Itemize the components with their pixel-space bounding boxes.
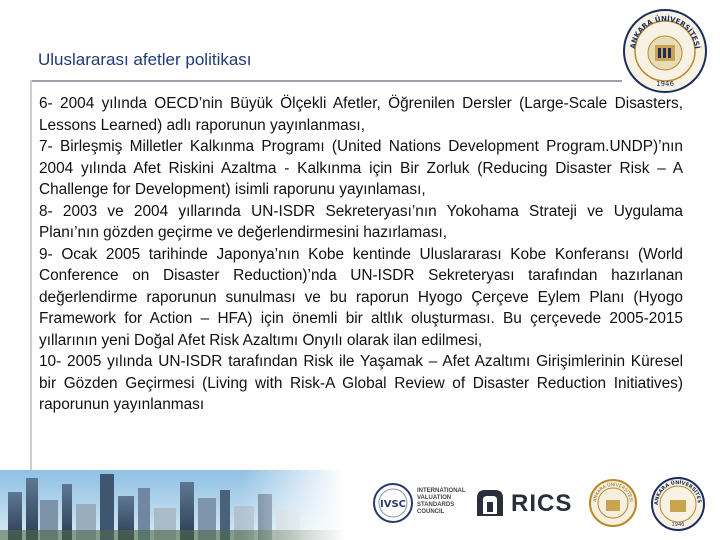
rics-emblem-icon: [473, 486, 507, 520]
ivsc-wordmark: INTERNATIONAL VALUATION STANDARDS COUNCIL: [417, 488, 466, 515]
slide-body: [39, 93, 683, 416]
ivsc-logo: [372, 482, 414, 524]
left-divider: [30, 80, 32, 480]
seal-top-year: 1946: [656, 80, 674, 88]
paragraph-item-6: 6- 2004 yılında OECD’nin Büyük Ölçekli Afetler, Öğrenilen Dersler (Large-Scale Disasters, Lessons Learned) adlı raporunun yayınlanması,: [39, 95, 683, 134]
paragraph-item-10: 10- 2005 yılında UN-ISDR tarafından Risk ile Yaşamak – Afet Azaltımı Girişimlerinin Küresel bir Gözden Geçirmesi (Living with Risk-A Global Review of Disaster Reduction Initiatives) raporunun yayınlanması: [39, 353, 683, 413]
ivsc-logo-label: IVSC: [379, 499, 407, 510]
paragraph-item-8: 8- 2003 ve 2004 yıllarında UN-ISDR Sekreteryası’nın Yokohama Strateji ve Uygulama Planı’nın gözden geçirme ve değerlendirmesini hazırlaması,: [39, 202, 683, 241]
svg-text:1946: 1946: [671, 522, 685, 528]
university-seal-logo: [622, 8, 708, 94]
slide-title: Uluslararası afetler politikası: [38, 50, 252, 69]
rics-wordmark: RICS: [511, 490, 573, 517]
city-skyline-photo: [0, 470, 345, 540]
paragraph-item-7: 7- Birleşmiş Milletler Kalkınma Programı (United Nations Development Program.UNDP)’nın 2004 yılında Afet Riskini Azaltma - Kalkınma için Bir Zorluk (Reducing Disaster Risk – A Challenge for Development) isimli raporunu yayınlaması,: [39, 138, 683, 198]
seal-top-text: ANKARA ÜNİVERSİTESİ: [629, 14, 701, 50]
svg-text:ANKARA ÜNİVERSİTESİ: ANKARA ÜNİVERSİTES: [653, 479, 703, 506]
svg-text:ANKARA ÜNİVERSİTESİ: ANKARA ÜNİVERSİTESİ: [592, 482, 633, 503]
university-seal-footer-small: [588, 478, 638, 528]
title-divider: [30, 80, 622, 82]
paragraph-item-9: 9- Ocak 2005 tarihinde Japonya’nın Kobe kentinde Uluslararası Kobe Konferansı (World Conference on Disaster Reduction)’nda UN-ISDR Sekreteryası tarafından hazırlanan değerlendirme raporunun sunulması ve bu raporun Hyogo Çerçeve Eylem Planı (Hyogo Framework for Action – HFA) için önemli bir altlık oluşturması. Bu çerçevede 2005-2015 yıllarının yeni Doğal Afet Risk Azaltımı Onyılı olarak ilan edilmesi,: [39, 245, 683, 349]
university-seal-footer: [650, 476, 706, 532]
